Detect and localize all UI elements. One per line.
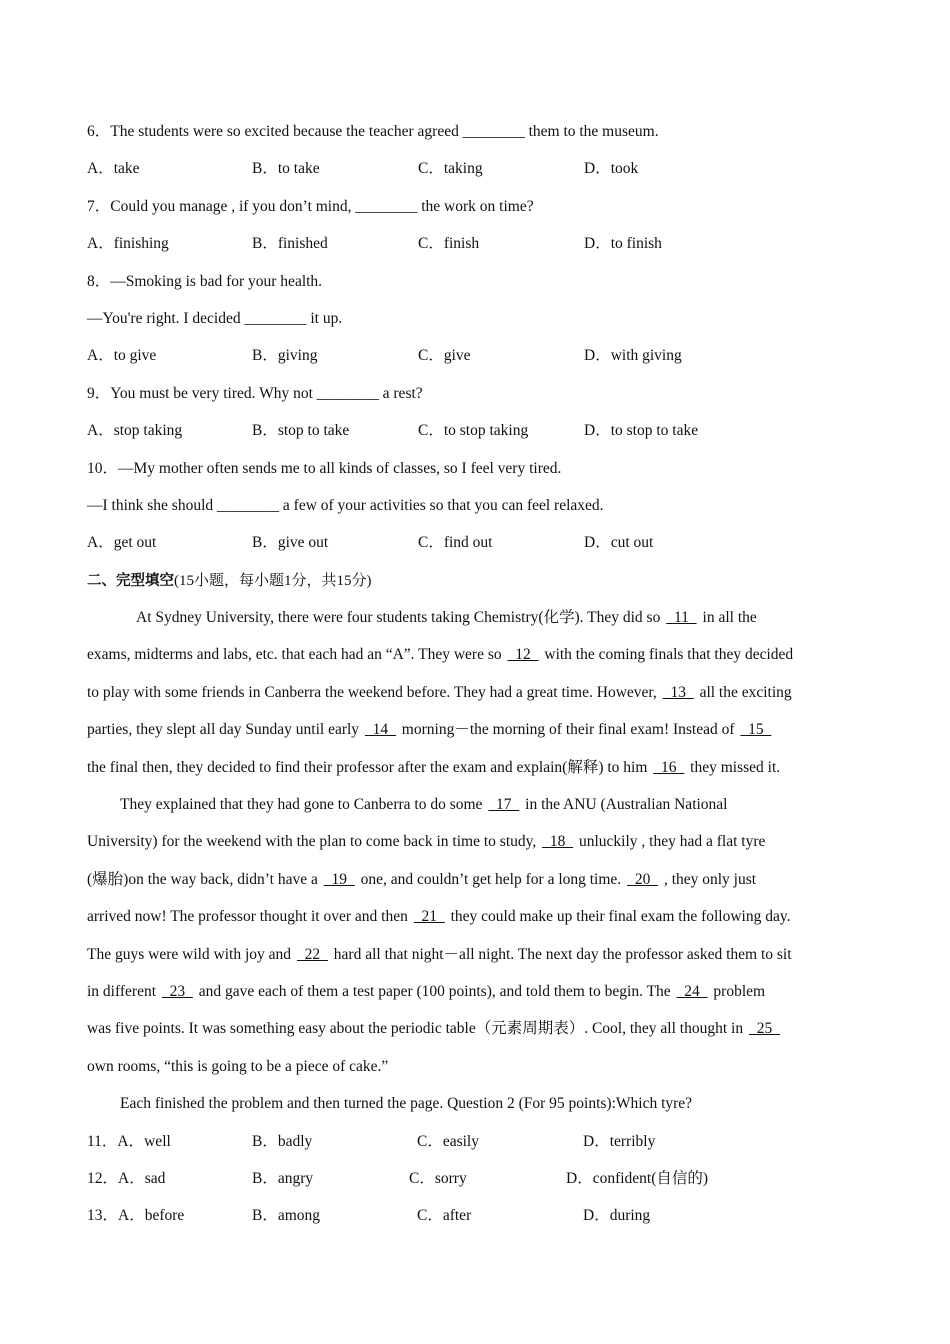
option-b[interactable]: B．angry [252, 1169, 314, 1187]
option-b[interactable]: B．stop to take [252, 422, 350, 440]
question-stem: 8．—Smoking is bad for your health. [87, 272, 323, 290]
answer-options [87, 150, 867, 187]
option-c[interactable]: C．finish [418, 235, 480, 253]
question-stem-continued: —You're right. I decided ________ it up. [87, 309, 343, 327]
blank-14[interactable]: 14 [364, 721, 396, 739]
blank-20[interactable]: 20 [627, 870, 659, 888]
option-b[interactable]: B．to take [252, 160, 320, 178]
passage-line: parties, they slept all day Sunday until early 14 morning－the morning of their final exam! Instead of 15 [87, 721, 772, 739]
blank-19[interactable]: 19 [323, 870, 355, 888]
option-b[interactable]: B．give out [252, 534, 329, 552]
blank-15[interactable]: 15 [740, 721, 772, 739]
exam-page [87, 113, 867, 1235]
cloze-options-11 [87, 1123, 867, 1160]
option-d[interactable]: D．to finish [584, 235, 662, 253]
option-d[interactable]: D．during [583, 1207, 651, 1225]
option-a[interactable]: A．get out [87, 534, 157, 552]
option-a[interactable]: 13．A．before [87, 1207, 185, 1225]
passage-line: Each finished the problem and then turned the page. Question 2 (For 95 points):Which tyre? [120, 1095, 693, 1113]
cloze-options-13 [87, 1197, 867, 1234]
passage-line: arrived now! The professor thought it over and then 21 they could make up their final exam the following day. [87, 908, 791, 926]
blank-21[interactable]: 21 [413, 908, 445, 926]
passage-line: in different 23 and gave each of them a test paper (100 points), and told them to begin. The 24 problem [87, 982, 766, 1000]
blank-22[interactable]: 22 [296, 945, 328, 963]
blank-17[interactable]: 17 [488, 796, 520, 814]
passage-line: They explained that they had gone to Canberra to do some 17 in the ANU (Australian National [120, 796, 728, 814]
option-d[interactable]: D．with giving [584, 347, 682, 365]
section-heading [87, 562, 867, 599]
question-stem: 9．You must be very tired. Why not ________ a rest? [87, 384, 423, 402]
option-b[interactable]: B．giving [252, 347, 318, 365]
passage-line: the final then, they decided to find their professor after the exam and explain(解释) to him 16 they missed it. [87, 758, 781, 776]
option-d[interactable]: D．confident(自信的) [566, 1169, 709, 1187]
passage-line: University) for the weekend with the plan to come back in time to study, 18 unluckily , they had a flat tyre [87, 833, 766, 851]
blank-16[interactable]: 16 [653, 758, 685, 776]
passage-line: own rooms, “this is going to be a piece of cake.” [87, 1057, 389, 1075]
option-d[interactable]: D．to stop to take [584, 422, 699, 440]
passage-line: exams, midterms and labs, etc. that each had an “A”. They were so 12 with the coming finals that they decided [87, 646, 794, 664]
option-c[interactable]: C．give [418, 347, 471, 365]
answer-options [87, 225, 867, 262]
question-stem: 10．—My mother often sends me to all kinds of classes, so I feel very tired. [87, 459, 562, 477]
option-d[interactable]: D．cut out [584, 534, 654, 552]
option-d[interactable]: D．terribly [583, 1132, 656, 1150]
option-a[interactable]: A．stop taking [87, 422, 183, 440]
question-stem: 6．The students were so excited because the teacher agreed ________ them to the museum. [87, 123, 659, 140]
section-detail: (15小题，每小题1分，共15分) [174, 572, 372, 589]
question-stem-continued: —I think she should ________ a few of your activities so that you can feel relaxed. [87, 496, 604, 514]
section-title: 二、完型填空 [87, 572, 174, 589]
cloze-options-12 [87, 1160, 867, 1197]
option-d[interactable]: D．took [584, 160, 639, 178]
option-b[interactable]: B．among [252, 1207, 321, 1225]
blank-18[interactable]: 18 [542, 833, 574, 851]
answer-options [87, 337, 867, 374]
passage-line: to play with some friends in Canberra the weekend before. They had a great time. However, 13 all the exciting [87, 683, 792, 701]
passage-line: (爆胎)on the way back, didn’t have a 19 one, and couldn’t get help for a long time. 20 , they only just [87, 870, 757, 888]
option-a[interactable]: A．finishing [87, 235, 169, 253]
option-a[interactable]: A．to give [87, 347, 157, 365]
blank-24[interactable]: 24 [676, 982, 708, 1000]
answer-options [87, 412, 867, 449]
blank-12[interactable]: 12 [507, 646, 539, 664]
passage-line: At Sydney University, there were four students taking Chemistry(化学). They did so 11 in all the [136, 609, 757, 627]
option-c[interactable]: C．find out [418, 534, 493, 552]
option-c[interactable]: C．taking [418, 160, 483, 178]
blank-13[interactable]: 13 [662, 683, 694, 701]
blank-11[interactable]: 11 [666, 609, 697, 627]
option-c[interactable]: C．easily [417, 1132, 479, 1150]
answer-options [87, 524, 867, 561]
blank-25[interactable]: 25 [748, 1020, 780, 1038]
option-c[interactable]: C．to stop taking [418, 422, 529, 440]
passage-line: was five points. It was something easy about the periodic table（元素周期表）. Cool, they all thought in 25 [87, 1020, 780, 1038]
option-b[interactable]: B．badly [252, 1132, 313, 1150]
question-stem: 7．Could you manage , if you don’t mind, ________ the work on time? [87, 197, 534, 215]
option-a[interactable]: A．take [87, 160, 140, 178]
option-b[interactable]: B．finished [252, 235, 328, 253]
option-c[interactable]: C．after [417, 1207, 472, 1225]
blank-23[interactable]: 23 [161, 982, 193, 1000]
option-c[interactable]: C．sorry [409, 1169, 467, 1187]
option-a[interactable]: 11．A．well [87, 1132, 171, 1150]
option-a[interactable]: 12．A．sad [87, 1169, 166, 1187]
passage-line: The guys were wild with joy and 22 hard all that night－all night. The next day the professor asked them to sit [87, 945, 792, 963]
